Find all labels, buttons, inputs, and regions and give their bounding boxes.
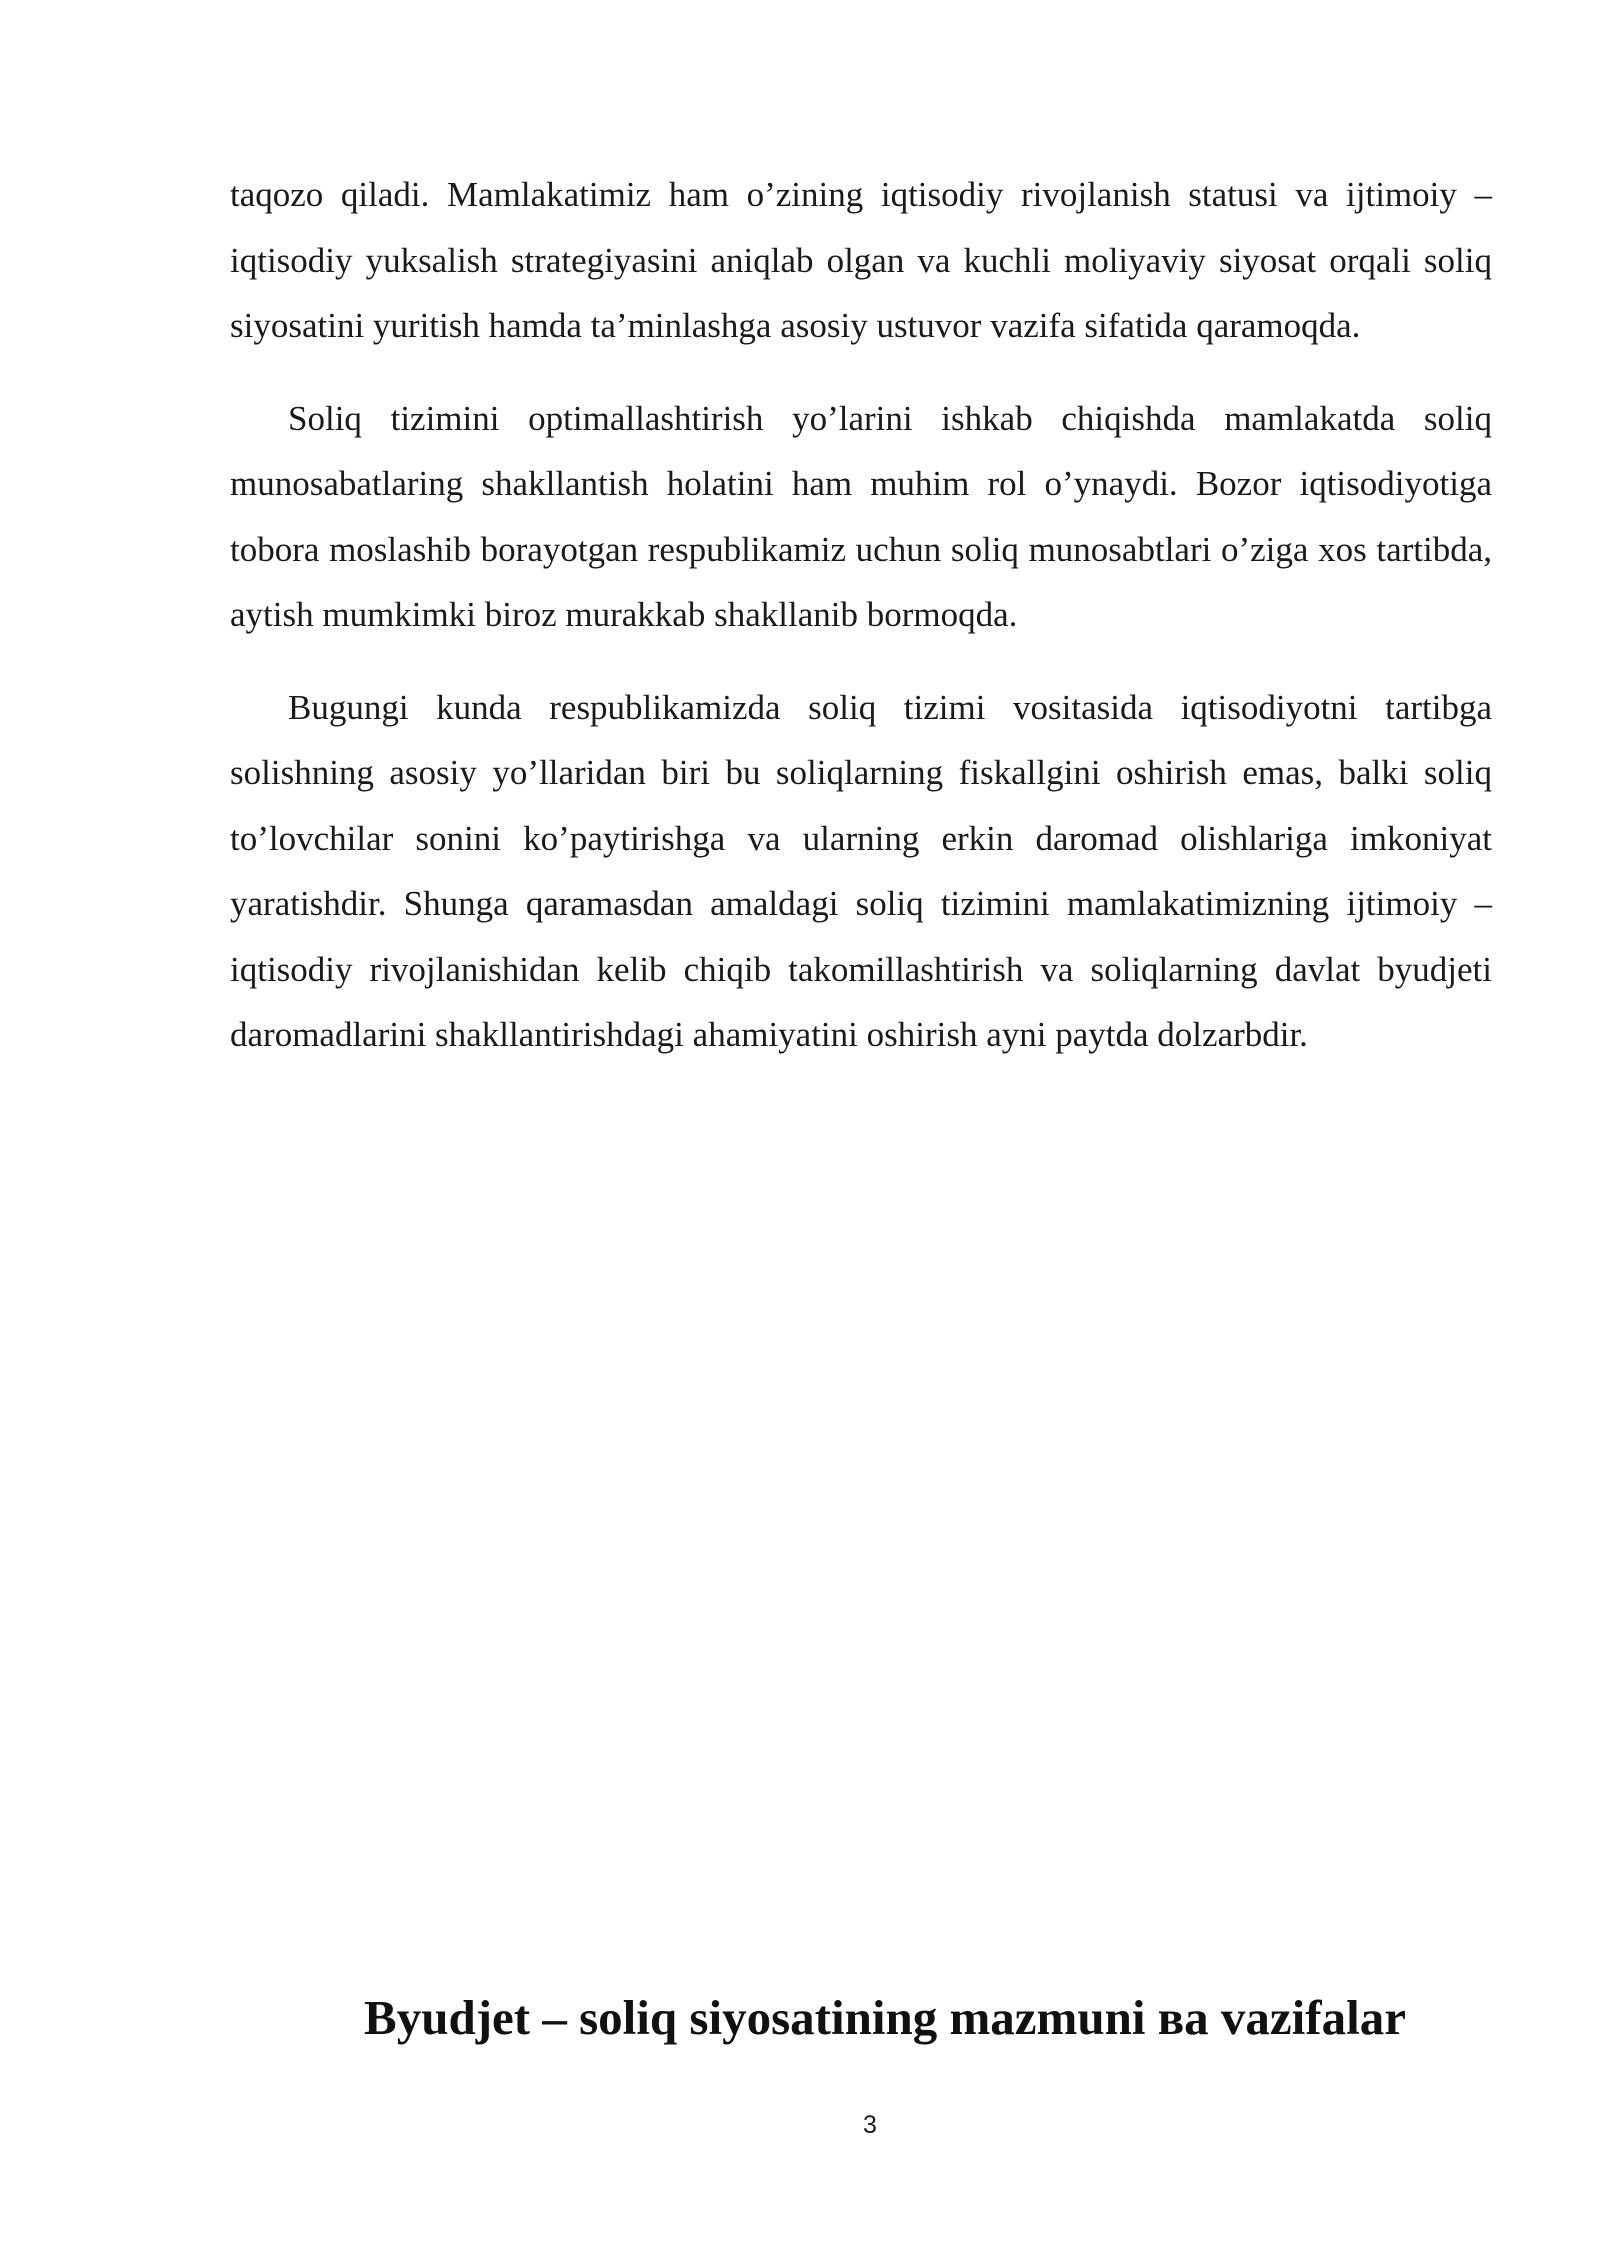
paragraph-soliq-tizimi: Soliq tizimini optimallashtirish yo’larini ishkab chiqishda mamlakatda soliq munosabatlaring shakllantish holatini ham muhim rol o’ynaydi. Bozor iqtisodiyotiga tobora moslashib borayotgan respublikamiz uchun soliq munosabtlari o’ziga xos tartibda, aytish mumkimki biroz murakkab shakllanib bormoqda. bbox=[230, 398, 1492, 634]
section-heading: Byudjet – soliq siyosatining mazmuni ва vazifalar bbox=[364, 1990, 1406, 2045]
paragraph-bugungi-kunda: Bugungi kunda respublikamizda soliq tizimi vositasida iqtisodiyotni tartibga solishning asosiy yo’llaridan biri bu soliqlarning fiskallgini oshirish emas, balki soliq to’lovchilar sonini ko’paytirishga va ularning erkin daromad olishlariga imkoniyat yaratishdir. Shunga qaramasdan amaldagi soliq tizimini mamlakatimizning ijtimoiy – iqtisodiy rivojlanishidan kelib chiqib takomillashtirish va soliqlarning davlat byudjeti daromadlarini shakllantirishdagi ahamiyatini oshirish ayni paytda dolzarbdir. bbox=[230, 687, 1492, 1054]
paragraph-continuation: taqozo qiladi. Mamlakatimiz ham o’zining iqtisodiy rivojlanish statusi va ijtimoiy – iqtisodiy yuksalish strategiyasini aniqlab olgan va kuchli moliyaviy siyosat orqali soliq siyosatini yuritish hamda ta’minlashga asosiy ustuvor vazifa sifatida qaramoqda. bbox=[230, 175, 1492, 345]
page-number: 3 bbox=[863, 2111, 877, 2139]
body-text bbox=[230, 162, 1492, 1095]
